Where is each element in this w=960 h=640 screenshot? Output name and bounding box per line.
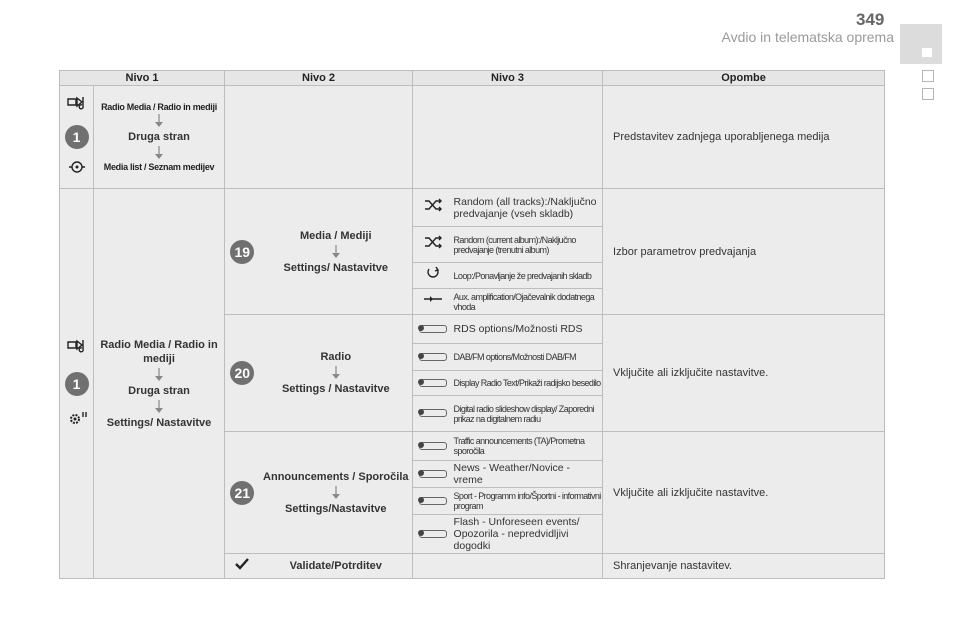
level1-cell — [94, 86, 225, 189]
validate-icon-cell — [225, 554, 260, 579]
option-icon-cell — [413, 515, 453, 554]
step-badge: 21 — [230, 481, 254, 505]
loop-icon — [421, 265, 445, 281]
settings-icon — [65, 410, 89, 426]
toggle-icon — [419, 470, 447, 478]
option-cell: Display Radio Text/Prikaži radijsko besedilo — [453, 371, 603, 396]
option-cell: Random (current album):/Naključno predvajanje (trenutni album) — [453, 227, 603, 263]
chapter-tab — [922, 88, 934, 100]
level3-cell — [413, 86, 603, 189]
option-cell: Random (all tracks):/Naključno predvajanje (vseh skladb) — [453, 189, 603, 227]
chapter-title: Avdio in telematska oprema — [721, 29, 894, 45]
level2-cell — [225, 86, 413, 189]
level1-line: Druga stran — [128, 384, 190, 397]
level2-line: Settings/ Nastavitve — [283, 261, 389, 274]
level2-cell — [260, 315, 413, 432]
note-cell: Predstavitev zadnjega uporabljenega medija — [603, 86, 885, 189]
arrow-down-icon — [331, 366, 341, 380]
option-icon-cell — [413, 189, 453, 227]
settings-table — [59, 70, 885, 579]
option-cell: Aux. amplification/Ojačevalnik dodatnega vhoda — [453, 289, 603, 315]
level1-cell — [94, 189, 225, 579]
option-cell: Flash - Unforeseen events/ Opozorila - nepredvidljivi dogodki — [453, 515, 603, 554]
option-icon-cell — [413, 396, 453, 432]
arrow-down-icon — [154, 368, 164, 382]
badge-cell — [225, 432, 260, 554]
level1-line: Media list / Seznam medijev — [103, 162, 215, 172]
option-cell: News - Weather/Novice - vreme — [453, 461, 603, 488]
shuffle-icon — [421, 234, 445, 250]
table-row — [60, 189, 885, 227]
option-icon-cell — [413, 344, 453, 371]
badge-cell — [225, 315, 260, 432]
level1-line: Druga stran — [128, 131, 190, 143]
level2-cell — [260, 432, 413, 554]
option-cell: DAB/FM options/Možnosti DAB/FM — [453, 344, 603, 371]
shuffle-all-icon — [421, 197, 445, 213]
radio-media-icon — [65, 337, 89, 353]
level2-line: Media / Mediji — [300, 229, 372, 242]
table-row — [60, 86, 885, 189]
icons-cell — [60, 189, 94, 579]
option-cell: RDS options/Možnosti RDS — [453, 315, 603, 344]
badge-cell — [225, 189, 260, 315]
page-number: 349 — [856, 10, 885, 29]
level1-line: Radio Media / Radio in mediji — [101, 102, 217, 112]
arrow-down-icon — [154, 400, 164, 414]
toggle-icon — [419, 497, 447, 505]
level2-line: Radio — [320, 351, 352, 363]
toggle-icon — [419, 409, 447, 417]
option-icon-cell — [413, 432, 453, 461]
step-badge: 19 — [230, 240, 254, 264]
toggle-icon — [419, 325, 447, 333]
level2-line: Announcements / Sporočila — [263, 470, 409, 483]
step-badge: 20 — [230, 361, 254, 385]
header-nivo1: Nivo 1 — [60, 71, 225, 86]
level3-cell — [413, 554, 603, 579]
option-cell: Sport - Programm info/Športni - informativni program — [453, 488, 603, 515]
note-cell: Shranjevanje nastavitev. — [603, 554, 885, 579]
step-badge: 1 — [65, 372, 89, 396]
arrow-down-icon — [154, 146, 164, 160]
level2-line: Settings / Nastavitve — [281, 383, 390, 395]
toggle-icon — [419, 353, 447, 361]
arrow-down-icon — [331, 486, 341, 500]
option-cell: Digital radio slideshow display/ Zaporedni prikaz na digitalnem radiu — [453, 396, 603, 432]
option-cell: Traffic announcements (TA)/Prometna sporočila — [453, 432, 603, 461]
option-icon-cell — [413, 227, 453, 263]
level2-cell — [260, 189, 413, 315]
note-cell: Izbor parametrov predvajanja — [603, 189, 885, 315]
option-icon-cell — [413, 371, 453, 396]
chapter-tab-active — [900, 24, 942, 64]
header-opombe: Opombe — [603, 71, 885, 86]
level1-line: Settings/ Nastavitve — [106, 416, 212, 429]
header-row — [60, 71, 885, 86]
level2-line: Settings/Nastavitve — [285, 502, 387, 515]
arrow-down-icon — [154, 114, 164, 128]
option-icon-cell — [413, 461, 453, 488]
toggle-icon — [419, 442, 447, 450]
header-nivo2: Nivo 2 — [225, 71, 413, 86]
level1-line: Radio Media / Radio in mediji — [100, 338, 218, 365]
checkmark-icon — [230, 556, 254, 572]
chapter-tab — [922, 70, 934, 82]
option-icon-cell — [413, 488, 453, 515]
toggle-icon — [419, 379, 447, 387]
radio-media-icon — [65, 94, 89, 110]
validate-label: Validate/Potrditev — [260, 554, 413, 579]
toggle-icon — [419, 530, 447, 538]
icons-cell — [60, 86, 94, 189]
aux-amplification-icon — [421, 291, 445, 307]
chapter-tabs — [900, 24, 942, 100]
step-badge: 1 — [65, 125, 89, 149]
option-icon-cell — [413, 263, 453, 289]
note-cell: Vključite ali izključite nastavitve. — [603, 315, 885, 432]
arrow-down-icon — [331, 245, 341, 259]
header-nivo3: Nivo 3 — [413, 71, 603, 86]
media-list-icon — [65, 159, 89, 175]
option-icon-cell — [413, 315, 453, 344]
option-cell: Loop:/Ponavljanje že predvajanih skladb — [453, 263, 603, 289]
note-cell: Vključite ali izključite nastavitve. — [603, 432, 885, 554]
option-icon-cell — [413, 289, 453, 315]
